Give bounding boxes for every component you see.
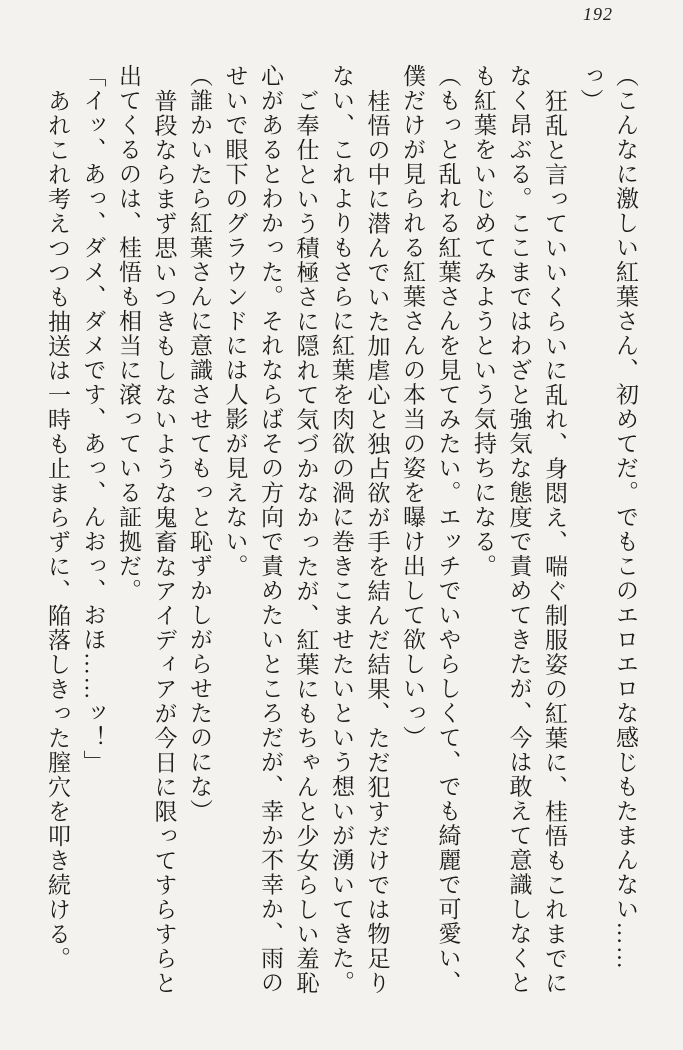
text-line: 出てくるのは、桂悟も相当に滾っている証拠だ。 (116, 64, 141, 603)
text-line: 普段ならまず思いつきもしないような鬼畜なアイディアが今日に限ってすらすらと (151, 89, 177, 996)
text-line: 「イッ、あっ、ダメ、ダメです、あっ、んおっ、おほ……ッ！」 (80, 64, 106, 775)
text-line: っ） (577, 64, 603, 113)
text-line: なく昂ぶる。ここまではわざと強気な態度で責めてきたが、今は敢えて意識しなくと (506, 64, 532, 995)
text-line: 桂悟の中に潜んでいた加虐心と独占欲が手を結んだ結果、ただ犯すだけでは物足り (364, 89, 390, 996)
text-line: （もっと乱れる紅葉さんを見てみたい。エッチでいやらしくて、でも綺麗で可愛い、 (435, 64, 461, 995)
page-number: 192 (583, 4, 613, 24)
text-line: （誰かいたら紅葉さんに意識させてもっと恥ずかしがらせたのにな） (187, 64, 212, 824)
text-line: 狂乱と言っていいくらいに乱れ、身悶え、喘ぐ制服姿の紅葉に、桂悟もこれまでに (542, 89, 567, 996)
text-line: （こんなに激しい紅葉さん、初めてだ。でもこのエロエロな感じもたまんない…… (613, 64, 638, 971)
text-line: ない、これよりもさらに紅葉を肉欲の渦に巻きこませたいという想いが湧いてきた。 (329, 64, 354, 995)
text-line: あれこれ考えつつも抽送は一時も止まらずに、陥落しきった膣穴を叩き続ける。 (45, 89, 70, 971)
text-line: 心があるとわかった。それならばその方向で責めたいところだが、幸か不幸か、雨の (258, 64, 283, 995)
vertical-text-block (40, 64, 644, 1012)
text-line: も紅葉をいじめてみようという気持ちになる。 (471, 64, 496, 579)
text-line: せいで眼下のグラウンドには人影が見えない。 (222, 64, 248, 579)
text-line: ご奉仕という積極さに隠れて気づかなかったが、紅葉にもちゃんと少女らしい羞恥 (293, 89, 319, 996)
text-line: 僕だけが見られる紅葉さんの本当の姿を曝け出して欲しいっ） (400, 64, 425, 750)
